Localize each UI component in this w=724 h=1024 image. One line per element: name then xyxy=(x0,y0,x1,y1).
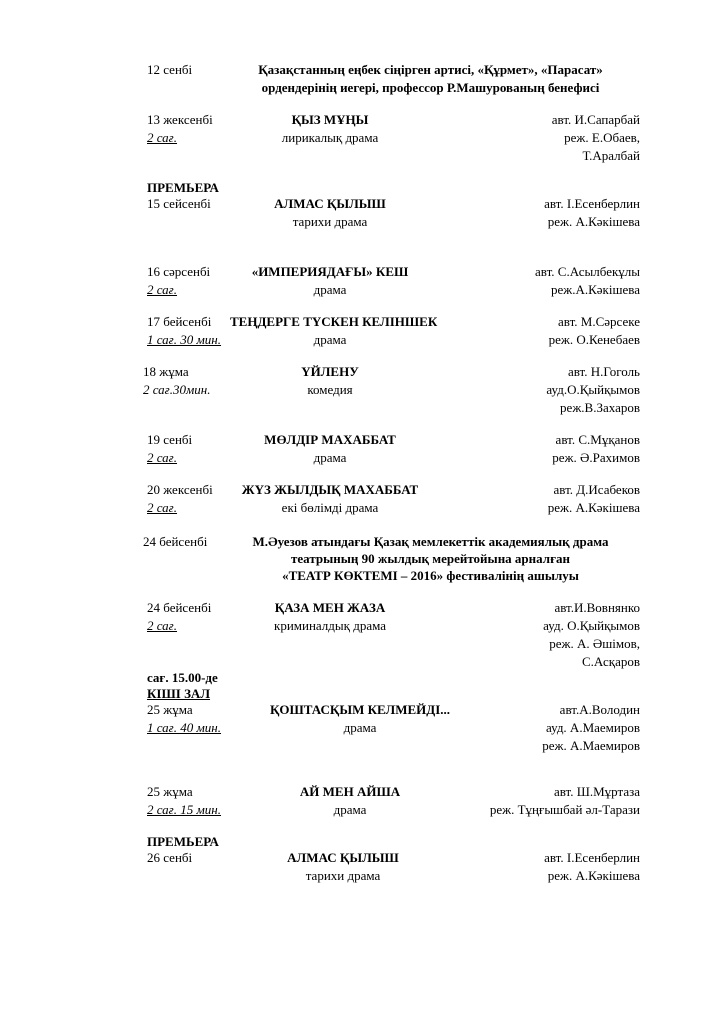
entry-header-line: Қазақстанның еңбек сіңірген артисі, «Құрмет», «Парасат» xyxy=(258,62,603,77)
entry-credit: реж.В.Захаров xyxy=(560,400,640,415)
entry-genre: екі бөлімді драма xyxy=(281,500,379,515)
entry-title: АЙ МЕН АЙША xyxy=(299,784,401,799)
entry-credit: авт.И.Вовнянко xyxy=(554,600,640,615)
entry-duration: 2 сағ. xyxy=(147,500,178,515)
entry-date: 16 сәрсенбі xyxy=(147,264,211,279)
entry-duration: 1 сағ. 40 мин. xyxy=(147,720,222,735)
entry-date: 15 сейсенбі xyxy=(147,196,211,211)
entry-credit: ауд.О.Қыйқымов xyxy=(546,382,640,397)
entry-credit: авт. І.Есенберлин xyxy=(544,850,640,865)
entry-genre: драма xyxy=(343,720,377,735)
time-note: сағ. 15.00-де xyxy=(147,670,218,685)
entry-title: ТЕҢДЕРГЕ ТҮСКЕН КЕЛІНШЕК xyxy=(230,314,438,329)
entry-credit: реж. А.Кәкішева xyxy=(547,500,640,515)
entry-genre: драма xyxy=(313,450,347,465)
entry-genre: тарихи драма xyxy=(292,214,368,229)
entry-genre: драма xyxy=(313,332,347,347)
entry-duration: 2 сағ. 15 мин. xyxy=(147,802,222,817)
entry-credit: авт. И.Сапарбай xyxy=(551,112,640,127)
entry-credit: реж.А.Кәкішева xyxy=(550,282,640,297)
entry-credit: реж. Ә.Рахимов xyxy=(552,450,640,465)
entry-credit: авт. Д.Исабеков xyxy=(553,482,640,497)
premiere-note: ПРЕМЬЕРА xyxy=(147,834,219,849)
entry-date: 26 сенбі xyxy=(147,850,193,865)
entry-title: ҚОШТАСҚЫМ КЕЛМЕЙДІ... xyxy=(269,702,451,717)
entry-date: 18 жұма xyxy=(143,364,189,379)
entry-date: 25 жұма xyxy=(147,784,193,799)
entry-credit: реж. А. Әшімов, xyxy=(549,636,640,651)
entry-header-line: «ТЕАТР КӨКТЕМІ – 2016» фестивалінің ашылуы xyxy=(282,568,579,583)
entry-credit: ауд. А.Маемиров xyxy=(546,720,640,735)
entry-title: АЛМАС ҚЫЛЫШ xyxy=(274,196,386,211)
entry-credit: Т.Аралбай xyxy=(582,148,640,163)
entry-date: 24 бейсенбі xyxy=(143,534,208,549)
entry-credit: ауд. О.Қыйқымов xyxy=(543,618,640,633)
entry-duration: 2 сағ.30мин. xyxy=(143,382,211,397)
entry-duration: 2 сағ. xyxy=(147,618,178,633)
entry-date: 20 жексенбі xyxy=(147,482,213,497)
entry-header-line: ордендерінің иегері, профессор Р.Машурованың бенефисі xyxy=(261,80,600,95)
hall-note: КІШІ ЗАЛ xyxy=(147,686,211,701)
entry-credit: авт. М.Сәрсеке xyxy=(558,314,640,329)
entry-credit: реж. Тұңғышбай әл-Тарази xyxy=(489,802,640,817)
entry-credit: реж. Е.Обаев, xyxy=(564,130,640,145)
entry-title: АЛМАС ҚЫЛЫШ xyxy=(287,850,399,865)
entry-genre: комедия xyxy=(307,382,353,397)
entry-credit: авт. Н.Гоголь xyxy=(567,364,640,379)
entry-date: 19 сенбі xyxy=(147,432,193,447)
entry-date: 25 жұма xyxy=(147,702,193,717)
entry-title: ЖҮЗ ЖЫЛДЫҚ МАХАББАТ xyxy=(241,482,419,497)
entry-genre: криминалдық драма xyxy=(274,618,386,633)
entry-credit: авт. С.Мұқанов xyxy=(555,432,640,447)
entry-title: МӨЛДІР МАХАББАТ xyxy=(264,432,396,447)
entry-credit: авт. Ш.Мұртаза xyxy=(553,784,640,799)
entry-date: 13 жексенбі xyxy=(147,112,213,127)
entry-title: «ИМПЕРИЯДАҒЫ» КЕШ xyxy=(251,264,409,279)
entry-title: ҚЫЗ МҰҢЫ xyxy=(291,112,369,127)
entry-duration: 2 сағ. xyxy=(147,450,178,465)
entry-credit: реж. А.Маемиров xyxy=(542,738,640,753)
entry-credit: С.Асқаров xyxy=(582,654,640,669)
entry-credit: авт.А.Володин xyxy=(559,702,640,717)
entry-credit: реж. А.Кәкішева xyxy=(547,214,640,229)
entry-credit: реж. А.Кәкішева xyxy=(547,868,640,883)
entry-title: ҚАЗА МЕН ЖАЗА xyxy=(274,600,386,615)
entry-title: ҮЙЛЕНУ xyxy=(301,364,359,379)
entry-duration: 1 сағ. 30 мин. xyxy=(147,332,222,347)
entry-genre: драма xyxy=(313,282,347,297)
entry-genre: драма xyxy=(333,802,367,817)
entry-duration: 2 сағ. xyxy=(147,282,178,297)
entry-credit: авт. С.Асылбекұлы xyxy=(534,264,640,279)
premiere-note: ПРЕМЬЕРА xyxy=(147,180,219,195)
entry-credit: авт. І.Есенберлин xyxy=(544,196,640,211)
entry-date: 12 сенбі xyxy=(147,62,193,77)
entry-header-line: театрының 90 жылдық мерейтойына арналған xyxy=(291,551,570,566)
entry-genre: тарихи драма xyxy=(305,868,381,883)
entry-duration: 2 сағ. xyxy=(147,130,178,145)
entry-credit: реж. О.Кенебаев xyxy=(548,332,640,347)
entry-date: 17 бейсенбі xyxy=(147,314,212,329)
entry-genre: лирикалық драма xyxy=(281,130,379,145)
entry-date: 24 бейсенбі xyxy=(147,600,212,615)
entry-header-line: М.Әуезов атындағы Қазақ мемлекеттік академиялық драма xyxy=(252,534,609,549)
